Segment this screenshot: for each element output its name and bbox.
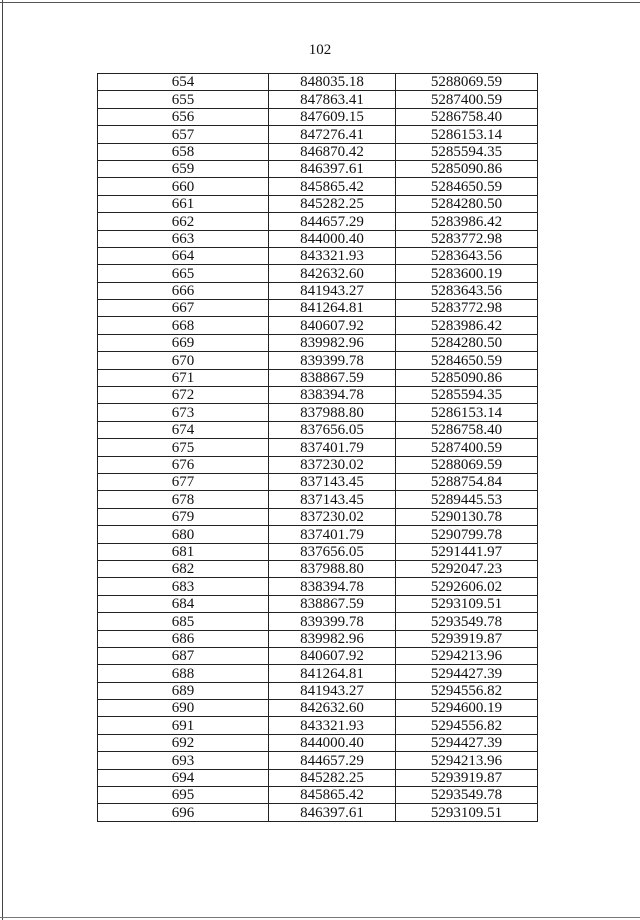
x-coordinate-cell: 848035.18 bbox=[269, 74, 396, 91]
page-number: 102 bbox=[308, 42, 332, 58]
y-coordinate-cell: 5286758.40 bbox=[396, 108, 538, 125]
point-number-cell: 671 bbox=[98, 369, 269, 386]
y-coordinate-cell: 5294600.19 bbox=[396, 700, 538, 717]
x-coordinate-cell: 839982.96 bbox=[269, 630, 396, 647]
x-coordinate-cell: 838867.59 bbox=[269, 595, 396, 612]
x-coordinate-cell: 847863.41 bbox=[269, 91, 396, 108]
x-coordinate-cell: 837230.02 bbox=[269, 508, 396, 525]
y-coordinate-cell: 5284650.59 bbox=[396, 352, 538, 369]
table-row bbox=[98, 213, 538, 230]
table-row bbox=[98, 334, 538, 351]
table-row bbox=[98, 456, 538, 473]
y-coordinate-cell: 5287400.59 bbox=[396, 439, 538, 456]
x-coordinate-cell: 845865.42 bbox=[269, 178, 396, 195]
y-coordinate-cell: 5291441.97 bbox=[396, 543, 538, 560]
y-coordinate-cell: 5294213.96 bbox=[396, 647, 538, 664]
table-row bbox=[98, 682, 538, 699]
table-row bbox=[98, 91, 538, 108]
y-coordinate-cell: 5283986.42 bbox=[396, 317, 538, 334]
table-row bbox=[98, 508, 538, 525]
table-row bbox=[98, 369, 538, 386]
x-coordinate-cell: 846870.42 bbox=[269, 143, 396, 160]
table-row bbox=[98, 160, 538, 177]
table-row bbox=[98, 769, 538, 786]
point-number-cell: 663 bbox=[98, 230, 269, 247]
table-row bbox=[98, 491, 538, 508]
point-number-cell: 693 bbox=[98, 752, 269, 769]
table-row bbox=[98, 560, 538, 577]
table-row bbox=[98, 195, 538, 212]
y-coordinate-cell: 5288069.59 bbox=[396, 74, 538, 91]
table-row bbox=[98, 526, 538, 543]
y-coordinate-cell: 5283643.56 bbox=[396, 247, 538, 264]
y-coordinate-cell: 5284280.50 bbox=[396, 195, 538, 212]
table-row bbox=[98, 665, 538, 682]
point-number-cell: 688 bbox=[98, 665, 269, 682]
table-row bbox=[98, 265, 538, 282]
x-coordinate-cell: 839399.78 bbox=[269, 613, 396, 630]
table-row bbox=[98, 717, 538, 734]
y-coordinate-cell: 5293919.87 bbox=[396, 630, 538, 647]
table-row bbox=[98, 595, 538, 612]
y-coordinate-cell: 5290799.78 bbox=[396, 526, 538, 543]
scan-edge-left bbox=[2, 0, 3, 920]
y-coordinate-cell: 5288069.59 bbox=[396, 456, 538, 473]
x-coordinate-cell: 844657.29 bbox=[269, 752, 396, 769]
x-coordinate-cell: 837401.79 bbox=[269, 526, 396, 543]
x-coordinate-cell: 844657.29 bbox=[269, 213, 396, 230]
point-number-cell: 691 bbox=[98, 717, 269, 734]
point-number-cell: 678 bbox=[98, 491, 269, 508]
x-coordinate-cell: 844000.40 bbox=[269, 734, 396, 751]
point-number-cell: 667 bbox=[98, 300, 269, 317]
point-number-cell: 692 bbox=[98, 734, 269, 751]
y-coordinate-cell: 5285090.86 bbox=[396, 369, 538, 386]
point-number-cell: 669 bbox=[98, 334, 269, 351]
y-coordinate-cell: 5294556.82 bbox=[396, 717, 538, 734]
y-coordinate-cell: 5283986.42 bbox=[396, 213, 538, 230]
table-row bbox=[98, 647, 538, 664]
x-coordinate-cell: 840607.92 bbox=[269, 647, 396, 664]
table-row bbox=[98, 404, 538, 421]
table-row bbox=[98, 804, 538, 821]
point-number-cell: 670 bbox=[98, 352, 269, 369]
point-number-cell: 674 bbox=[98, 421, 269, 438]
y-coordinate-cell: 5290130.78 bbox=[396, 508, 538, 525]
point-number-cell: 679 bbox=[98, 508, 269, 525]
y-coordinate-cell: 5292606.02 bbox=[396, 578, 538, 595]
table-row bbox=[98, 613, 538, 630]
y-coordinate-cell: 5289445.53 bbox=[396, 491, 538, 508]
x-coordinate-cell: 839399.78 bbox=[269, 352, 396, 369]
x-coordinate-cell: 841264.81 bbox=[269, 665, 396, 682]
y-coordinate-cell: 5293109.51 bbox=[396, 595, 538, 612]
point-number-cell: 683 bbox=[98, 578, 269, 595]
y-coordinate-cell: 5284280.50 bbox=[396, 334, 538, 351]
point-number-cell: 695 bbox=[98, 787, 269, 804]
point-number-cell: 665 bbox=[98, 265, 269, 282]
table-row bbox=[98, 578, 538, 595]
point-number-cell: 666 bbox=[98, 282, 269, 299]
scan-edge-bottom bbox=[0, 917, 640, 918]
point-number-cell: 682 bbox=[98, 560, 269, 577]
point-number-cell: 654 bbox=[98, 74, 269, 91]
point-number-cell: 696 bbox=[98, 804, 269, 821]
table-row bbox=[98, 230, 538, 247]
y-coordinate-cell: 5293109.51 bbox=[396, 804, 538, 821]
y-coordinate-cell: 5292047.23 bbox=[396, 560, 538, 577]
y-coordinate-cell: 5293549.78 bbox=[396, 613, 538, 630]
point-number-cell: 672 bbox=[98, 387, 269, 404]
x-coordinate-cell: 840607.92 bbox=[269, 317, 396, 334]
y-coordinate-cell: 5294213.96 bbox=[396, 752, 538, 769]
y-coordinate-cell: 5283643.56 bbox=[396, 282, 538, 299]
point-number-cell: 662 bbox=[98, 213, 269, 230]
x-coordinate-cell: 837656.05 bbox=[269, 543, 396, 560]
y-coordinate-cell: 5293549.78 bbox=[396, 787, 538, 804]
table-row bbox=[98, 473, 538, 490]
y-coordinate-cell: 5294556.82 bbox=[396, 682, 538, 699]
table-row bbox=[98, 439, 538, 456]
table-row bbox=[98, 108, 538, 125]
x-coordinate-cell: 844000.40 bbox=[269, 230, 396, 247]
point-number-cell: 675 bbox=[98, 439, 269, 456]
x-coordinate-cell: 838867.59 bbox=[269, 369, 396, 386]
y-coordinate-cell: 5293919.87 bbox=[396, 769, 538, 786]
x-coordinate-cell: 847276.41 bbox=[269, 126, 396, 143]
table-row bbox=[98, 421, 538, 438]
table-row bbox=[98, 143, 538, 160]
point-number-cell: 659 bbox=[98, 160, 269, 177]
coordinates-table-body bbox=[98, 74, 538, 822]
x-coordinate-cell: 842632.60 bbox=[269, 265, 396, 282]
table-row bbox=[98, 787, 538, 804]
y-coordinate-cell: 5294427.39 bbox=[396, 734, 538, 751]
point-number-cell: 694 bbox=[98, 769, 269, 786]
y-coordinate-cell: 5285594.35 bbox=[396, 387, 538, 404]
point-number-cell: 658 bbox=[98, 143, 269, 160]
x-coordinate-cell: 845282.25 bbox=[269, 769, 396, 786]
y-coordinate-cell: 5285090.86 bbox=[396, 160, 538, 177]
table-row bbox=[98, 630, 538, 647]
table-row bbox=[98, 387, 538, 404]
point-number-cell: 685 bbox=[98, 613, 269, 630]
point-number-cell: 681 bbox=[98, 543, 269, 560]
x-coordinate-cell: 837656.05 bbox=[269, 421, 396, 438]
y-coordinate-cell: 5286153.14 bbox=[396, 126, 538, 143]
point-number-cell: 680 bbox=[98, 526, 269, 543]
table-row bbox=[98, 352, 538, 369]
y-coordinate-cell: 5285594.35 bbox=[396, 143, 538, 160]
point-number-cell: 684 bbox=[98, 595, 269, 612]
x-coordinate-cell: 845282.25 bbox=[269, 195, 396, 212]
x-coordinate-cell: 838394.78 bbox=[269, 387, 396, 404]
y-coordinate-cell: 5288754.84 bbox=[396, 473, 538, 490]
x-coordinate-cell: 841943.27 bbox=[269, 682, 396, 699]
coordinates-table bbox=[97, 73, 538, 822]
x-coordinate-cell: 843321.93 bbox=[269, 717, 396, 734]
point-number-cell: 668 bbox=[98, 317, 269, 334]
x-coordinate-cell: 837143.45 bbox=[269, 491, 396, 508]
x-coordinate-cell: 838394.78 bbox=[269, 578, 396, 595]
point-number-cell: 687 bbox=[98, 647, 269, 664]
point-number-cell: 656 bbox=[98, 108, 269, 125]
y-coordinate-cell: 5283772.98 bbox=[396, 300, 538, 317]
table-row bbox=[98, 282, 538, 299]
y-coordinate-cell: 5287400.59 bbox=[396, 91, 538, 108]
table-row bbox=[98, 752, 538, 769]
y-coordinate-cell: 5294427.39 bbox=[396, 665, 538, 682]
point-number-cell: 686 bbox=[98, 630, 269, 647]
table-row bbox=[98, 178, 538, 195]
table-row bbox=[98, 317, 538, 334]
x-coordinate-cell: 841264.81 bbox=[269, 300, 396, 317]
x-coordinate-cell: 842632.60 bbox=[269, 700, 396, 717]
x-coordinate-cell: 846397.61 bbox=[269, 160, 396, 177]
x-coordinate-cell: 837988.80 bbox=[269, 560, 396, 577]
y-coordinate-cell: 5286758.40 bbox=[396, 421, 538, 438]
table-row bbox=[98, 247, 538, 264]
point-number-cell: 661 bbox=[98, 195, 269, 212]
table-row bbox=[98, 126, 538, 143]
scan-edge-top bbox=[0, 2, 640, 3]
x-coordinate-cell: 846397.61 bbox=[269, 804, 396, 821]
x-coordinate-cell: 845865.42 bbox=[269, 787, 396, 804]
point-number-cell: 657 bbox=[98, 126, 269, 143]
point-number-cell: 660 bbox=[98, 178, 269, 195]
point-number-cell: 655 bbox=[98, 91, 269, 108]
x-coordinate-cell: 837988.80 bbox=[269, 404, 396, 421]
x-coordinate-cell: 839982.96 bbox=[269, 334, 396, 351]
y-coordinate-cell: 5283600.19 bbox=[396, 265, 538, 282]
table-row bbox=[98, 734, 538, 751]
x-coordinate-cell: 837143.45 bbox=[269, 473, 396, 490]
table-row bbox=[98, 700, 538, 717]
x-coordinate-cell: 843321.93 bbox=[269, 247, 396, 264]
x-coordinate-cell: 837230.02 bbox=[269, 456, 396, 473]
point-number-cell: 689 bbox=[98, 682, 269, 699]
x-coordinate-cell: 837401.79 bbox=[269, 439, 396, 456]
point-number-cell: 677 bbox=[98, 473, 269, 490]
table-row bbox=[98, 74, 538, 91]
table-row bbox=[98, 543, 538, 560]
x-coordinate-cell: 847609.15 bbox=[269, 108, 396, 125]
y-coordinate-cell: 5284650.59 bbox=[396, 178, 538, 195]
point-number-cell: 690 bbox=[98, 700, 269, 717]
point-number-cell: 673 bbox=[98, 404, 269, 421]
point-number-cell: 676 bbox=[98, 456, 269, 473]
point-number-cell: 664 bbox=[98, 247, 269, 264]
y-coordinate-cell: 5286153.14 bbox=[396, 404, 538, 421]
y-coordinate-cell: 5283772.98 bbox=[396, 230, 538, 247]
table-row bbox=[98, 300, 538, 317]
x-coordinate-cell: 841943.27 bbox=[269, 282, 396, 299]
